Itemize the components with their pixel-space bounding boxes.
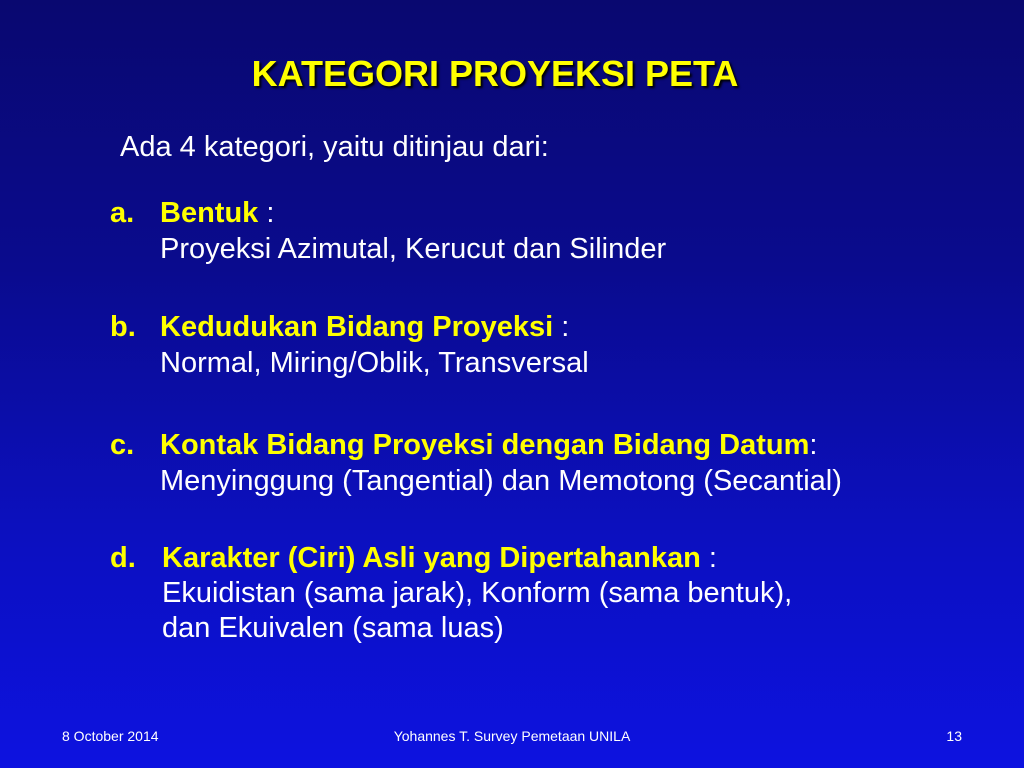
category-item-b	[110, 309, 589, 381]
list-marker: b.	[110, 311, 136, 343]
slide-title: KATEGORI PROYEKSI PETA	[251, 53, 739, 94]
category-label: Karakter (Ciri) Asli yang Dipertahankan	[162, 542, 701, 574]
category-separator: :	[553, 311, 570, 343]
category-label: Bentuk	[160, 197, 259, 229]
category-separator: :	[258, 197, 275, 229]
category-separator: :	[809, 429, 818, 461]
category-heading	[110, 195, 666, 231]
category-heading	[110, 309, 589, 345]
category-item-d	[110, 540, 792, 646]
category-description: Ekuidistan (sama jarak), Konform (sama bentuk),	[162, 577, 793, 609]
category-label: Kedudukan Bidang Proyeksi	[160, 311, 554, 343]
footer-author: Yohannes T. Survey Pemetaan UNILA	[393, 728, 631, 744]
category-item-a	[110, 195, 666, 267]
footer-page-number: 13	[946, 728, 962, 744]
category-separator: :	[700, 542, 717, 574]
list-marker: c.	[110, 429, 135, 461]
category-heading	[110, 427, 842, 463]
category-label: Kontak Bidang Proyeksi dengan Bidang Datum	[160, 429, 810, 461]
footer-date: 8 October 2014	[62, 728, 159, 744]
category-heading	[110, 540, 792, 576]
list-marker: d.	[110, 542, 136, 574]
intro-text: Ada 4 kategori, yaitu ditinjau dari:	[120, 131, 549, 163]
category-description: Normal, Miring/Oblik, Transversal	[160, 347, 589, 379]
list-marker: a.	[110, 197, 135, 229]
category-description: dan Ekuivalen (sama luas)	[162, 612, 504, 644]
category-description: Menyinggung (Tangential) dan Memotong (Secantial)	[160, 465, 842, 497]
category-item-c	[110, 427, 842, 499]
category-description: Proyeksi Azimutal, Kerucut dan Silinder	[160, 233, 667, 265]
